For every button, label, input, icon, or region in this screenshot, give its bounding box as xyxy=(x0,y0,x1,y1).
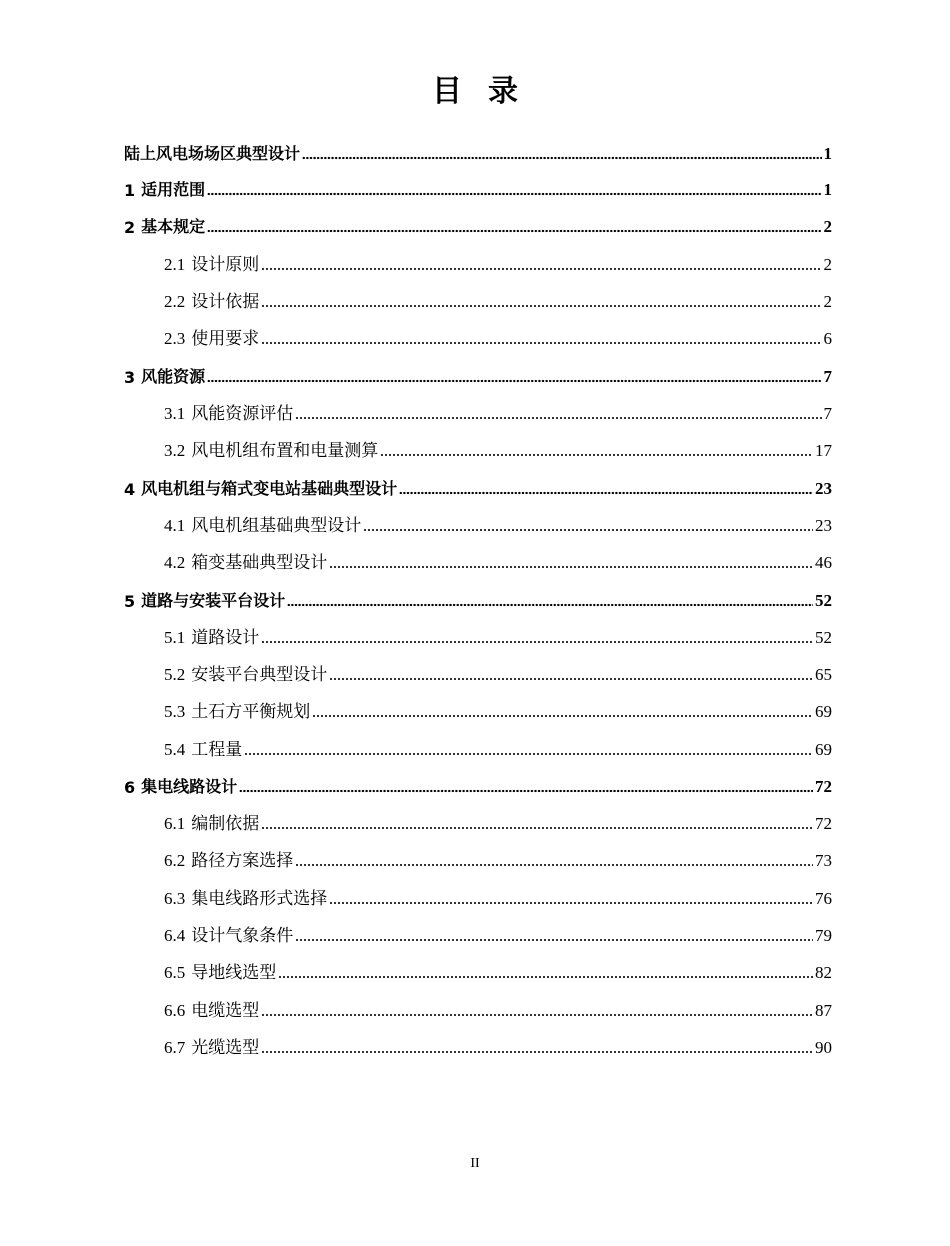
toc-entry[interactable] xyxy=(124,959,832,983)
dot-leader xyxy=(207,229,821,233)
toc-entry-page: 72 xyxy=(815,814,832,833)
toc-entry[interactable] xyxy=(124,140,832,164)
toc-entry-number: 4 xyxy=(124,480,136,499)
toc-entry-number: 3.1 xyxy=(164,404,186,423)
dot-leader xyxy=(380,453,813,457)
toc-entry[interactable] xyxy=(124,288,832,312)
toc-entry-page: 52 xyxy=(815,591,832,610)
toc-entry-number: 6.4 xyxy=(164,926,186,945)
toc-entry[interactable] xyxy=(124,251,832,275)
toc-entry-title: 电缆选型 xyxy=(191,1001,260,1020)
toc-entry-page: 7 xyxy=(823,367,832,386)
toc-entry[interactable] xyxy=(124,549,832,573)
toc-entry-title: 编制依据 xyxy=(191,814,260,833)
toc-entry[interactable] xyxy=(124,363,832,387)
dot-leader xyxy=(278,975,813,979)
toc-entry-number: 3 xyxy=(124,368,136,387)
dot-leader xyxy=(329,565,813,569)
toc-entry[interactable] xyxy=(124,736,832,760)
dot-leader xyxy=(329,901,813,905)
toc-entry-title: 集电线路设计 xyxy=(141,777,238,796)
toc-entry-number: 4.1 xyxy=(164,516,186,535)
toc-entry-number: 5 xyxy=(124,592,136,611)
toc-entry[interactable] xyxy=(124,1034,832,1058)
toc-entry[interactable] xyxy=(124,698,832,722)
toc-entry-title: 风能资源评估 xyxy=(191,404,294,423)
dot-leader xyxy=(261,1013,813,1017)
toc-entry[interactable] xyxy=(124,400,832,424)
toc-entry-title: 风电机组布置和电量测算 xyxy=(191,441,379,460)
toc-entry-title: 风电机组与箱式变电站基础典型设计 xyxy=(141,479,398,498)
toc-entry-title: 设计依据 xyxy=(191,292,260,311)
toc-entry-title: 工程量 xyxy=(191,740,243,759)
toc-entry-title: 基本规定 xyxy=(141,217,206,236)
dot-leader xyxy=(207,192,821,196)
dot-leader xyxy=(244,752,813,756)
toc-entry-title: 风能资源 xyxy=(141,367,206,386)
page-title: 目录 xyxy=(432,74,544,109)
toc-entry[interactable] xyxy=(124,437,832,461)
toc-entry-number: 5.3 xyxy=(164,702,186,721)
toc-entry-number: 4.2 xyxy=(164,553,186,572)
dot-leader xyxy=(239,789,813,793)
toc-entry-title: 设计气象条件 xyxy=(191,926,294,945)
toc-entry-page: 1 xyxy=(823,180,832,199)
toc-entry-page: 2 xyxy=(823,292,832,311)
toc-entry-title: 使用要求 xyxy=(191,329,260,348)
toc-entry-title: 陆上风电场场区典型设计 xyxy=(124,144,301,163)
toc-entry-title: 导地线选型 xyxy=(191,963,277,982)
toc-entry-number: 2.1 xyxy=(164,255,186,274)
dot-leader xyxy=(295,863,813,867)
toc-entry-title: 道路设计 xyxy=(191,628,260,647)
dot-leader xyxy=(312,714,813,718)
dot-leader xyxy=(207,379,821,383)
toc-entry-title: 设计原则 xyxy=(191,255,260,274)
toc-entry[interactable] xyxy=(124,624,832,648)
toc-entry-title: 土石方平衡规划 xyxy=(191,702,311,721)
toc-entry-title: 光缆选型 xyxy=(191,1038,260,1057)
dot-leader xyxy=(399,491,813,495)
toc-entry-number: 6.7 xyxy=(164,1038,186,1057)
toc-entry-page: 23 xyxy=(815,516,832,535)
dot-leader xyxy=(261,1050,813,1054)
toc-entry[interactable] xyxy=(124,587,832,611)
toc-entry-number: 2.3 xyxy=(164,329,186,348)
toc-entry-page: 73 xyxy=(815,851,832,870)
toc-entry-number: 5.2 xyxy=(164,665,186,684)
toc-entry-page: 6 xyxy=(823,329,832,348)
dot-leader xyxy=(329,677,813,681)
dot-leader xyxy=(295,416,821,420)
toc-entry-number: 5.4 xyxy=(164,740,186,759)
toc-entry[interactable] xyxy=(124,773,832,797)
toc-entry-page: 17 xyxy=(815,441,832,460)
toc-entry-number: 6.3 xyxy=(164,889,186,908)
dot-leader xyxy=(261,341,821,345)
toc-entry[interactable] xyxy=(124,847,832,871)
toc-entry-page: 65 xyxy=(815,665,832,684)
toc-entry-number: 2 xyxy=(124,218,136,237)
toc-entry[interactable] xyxy=(124,922,832,946)
toc-entry[interactable] xyxy=(124,810,832,834)
toc-entry[interactable] xyxy=(124,661,832,685)
dot-leader xyxy=(261,640,813,644)
dot-leader xyxy=(302,156,821,160)
toc-entry-number: 2.2 xyxy=(164,292,186,311)
toc-entry[interactable] xyxy=(124,475,832,499)
toc-entry-page: 2 xyxy=(823,255,832,274)
toc-entry-page: 46 xyxy=(815,553,832,572)
toc-entry-title: 路径方案选择 xyxy=(191,851,294,870)
toc-entry-title: 集电线路形式选择 xyxy=(191,889,328,908)
toc-entry[interactable] xyxy=(124,512,832,536)
toc-entry-page: 79 xyxy=(815,926,832,945)
toc-entry-page: 76 xyxy=(815,889,832,908)
toc-entry-title: 箱变基础典型设计 xyxy=(191,553,328,572)
dot-leader xyxy=(261,267,821,271)
toc-entry-page: 52 xyxy=(815,628,832,647)
toc-entry-number: 6 xyxy=(124,778,136,797)
toc-entry-number: 5.1 xyxy=(164,628,186,647)
toc-entry-number: 6.6 xyxy=(164,1001,186,1020)
toc-entry-page: 2 xyxy=(823,217,832,236)
dot-leader xyxy=(295,938,813,942)
toc-entry-page: 69 xyxy=(815,702,832,721)
toc-entry-title: 风电机组基础典型设计 xyxy=(191,516,362,535)
toc-entry-page: 7 xyxy=(823,404,832,423)
toc-entry-title: 安装平台典型设计 xyxy=(191,665,328,684)
toc-entry-number: 3.2 xyxy=(164,441,186,460)
toc-entry-title: 道路与安装平台设计 xyxy=(141,591,286,610)
toc-entry[interactable] xyxy=(124,997,832,1021)
toc-entry-page: 69 xyxy=(815,740,832,759)
dot-leader xyxy=(261,826,813,830)
toc-entry-title: 适用范围 xyxy=(141,180,206,199)
toc-entry[interactable] xyxy=(124,885,832,909)
dot-leader xyxy=(261,304,821,308)
toc-entry-number: 6.2 xyxy=(164,851,186,870)
toc-entry[interactable] xyxy=(124,176,832,200)
toc-entry[interactable] xyxy=(124,325,832,349)
toc-entry-number: 6.5 xyxy=(164,963,186,982)
toc-entry-page: 1 xyxy=(823,144,832,163)
page-number: II xyxy=(470,1156,480,1171)
toc-entry-page: 82 xyxy=(815,963,832,982)
toc-entry-page: 23 xyxy=(815,479,832,498)
toc-entry-number: 6.1 xyxy=(164,814,186,833)
toc-entry[interactable] xyxy=(124,213,832,237)
toc-entry-page: 90 xyxy=(815,1038,832,1057)
toc-entry-page: 72 xyxy=(815,777,832,796)
toc-entry-number: 1 xyxy=(124,181,136,200)
toc-entry-page: 87 xyxy=(815,1001,832,1020)
dot-leader xyxy=(287,603,813,607)
dot-leader xyxy=(363,528,813,532)
